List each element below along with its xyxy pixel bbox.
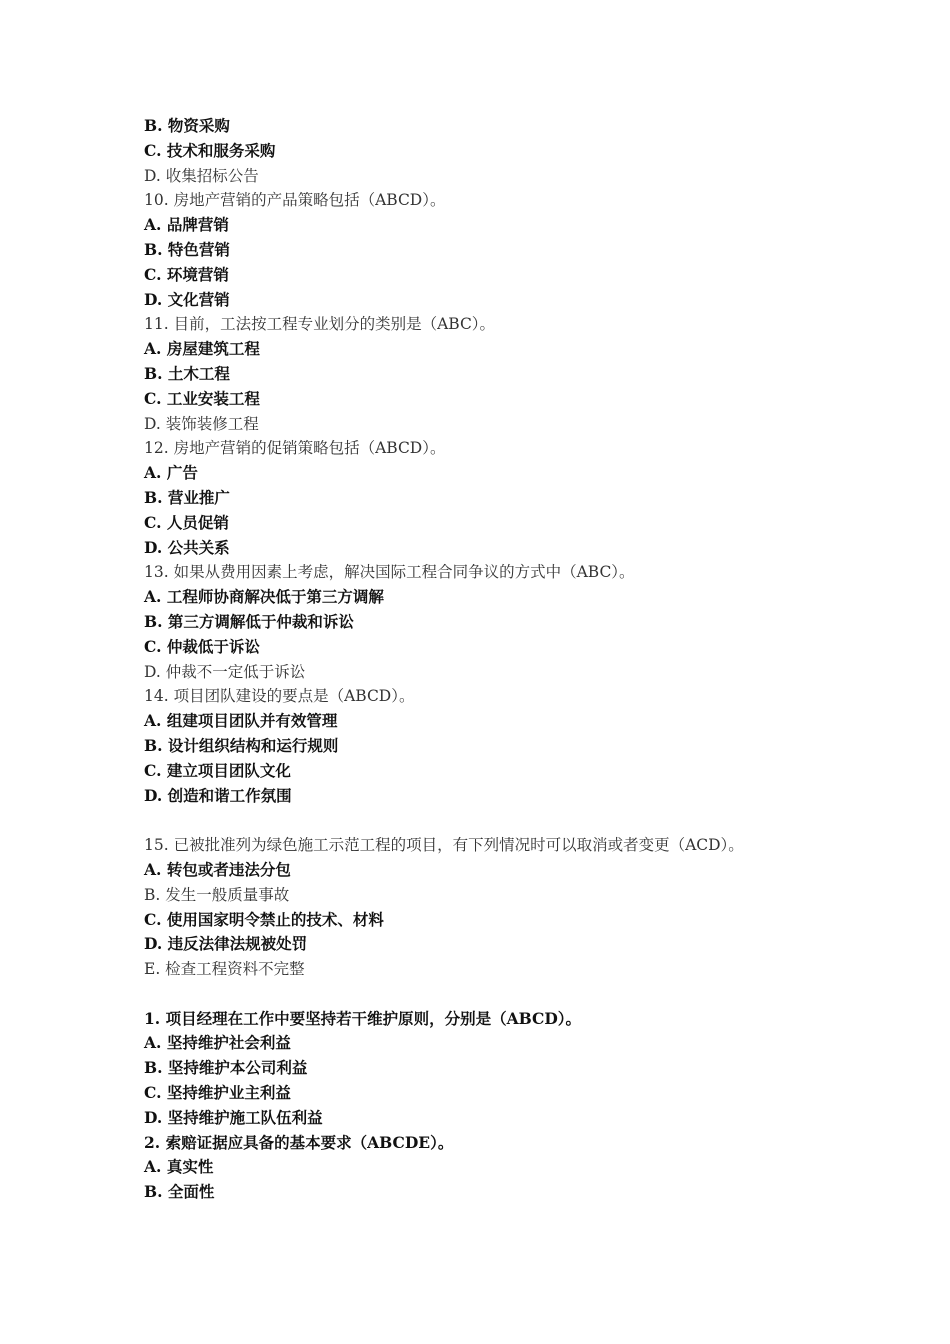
text-line: A. 转包或者违法分包 bbox=[144, 859, 291, 879]
text-line: B. 坚持维护本公司利益 bbox=[144, 1058, 308, 1078]
text-line: B. 发生一般质量事故 bbox=[144, 885, 290, 904]
text-line: C. 人员促销 bbox=[144, 512, 229, 532]
text-line: D. 坚持维护施工队伍利益 bbox=[144, 1107, 323, 1127]
text-line: D. 收集招标公告 bbox=[144, 166, 259, 185]
text-line: 14. 项目团队建设的要点是（ABCD）。 bbox=[144, 687, 415, 706]
text-line: A. 品牌营销 bbox=[144, 215, 229, 235]
text-line: B. 全面性 bbox=[144, 1182, 215, 1202]
text-line: 10. 房地产营销的产品策略包括（ABCD）。 bbox=[144, 191, 446, 210]
text-line: A. 广告 bbox=[144, 463, 198, 483]
text-line: 11. 目前，工法按工程专业划分的类别是（ABC）。 bbox=[144, 315, 496, 334]
text-line: B. 物资采购 bbox=[144, 116, 230, 135]
text-line: D. 公共关系 bbox=[144, 537, 230, 557]
text-line: B. 土木工程 bbox=[144, 363, 230, 383]
text-line: C. 环境营销 bbox=[144, 264, 229, 284]
text-line: 15. 已被批准列为绿色施工示范工程的项目，有下列情况时可以取消或者变更（ACD）。 bbox=[144, 836, 744, 855]
blank-line bbox=[144, 982, 904, 1007]
text-line: A. 真实性 bbox=[144, 1157, 214, 1177]
text-line: C. 使用国家明令禁止的技术、材料 bbox=[144, 909, 384, 929]
text-line: 13. 如果从费用因素上考虑，解决国际工程合同争议的方式中（ABC）。 bbox=[144, 563, 635, 582]
text-line: B. 营业推广 bbox=[144, 487, 230, 507]
text-line: C. 坚持维护业主利益 bbox=[144, 1083, 291, 1103]
text-line: D. 违反法律法规被处罚 bbox=[144, 934, 308, 954]
text-line: 2. 索赔证据应具备的基本要求（ABCDE）。 bbox=[144, 1132, 454, 1152]
text-line: E. 检查工程资料不完整 bbox=[144, 960, 305, 979]
text-line: 1. 项目经理在工作中要坚持若干维护原则，分别是（ABCD）。 bbox=[144, 1008, 582, 1028]
text-line: C. 工业安装工程 bbox=[144, 388, 260, 408]
text-line: B. 第三方调解低于仲裁和诉讼 bbox=[144, 611, 354, 631]
text-line: B. 特色营销 bbox=[144, 239, 230, 259]
text-line: A. 组建项目团队并有效管理 bbox=[144, 711, 338, 731]
text-line: A. 房屋建筑工程 bbox=[144, 339, 260, 359]
text-line: C. 技术和服务采购 bbox=[144, 140, 276, 160]
text-line: D. 文化营销 bbox=[144, 289, 230, 309]
document-body bbox=[144, 114, 904, 1205]
text-line: C. 仲裁低于诉讼 bbox=[144, 636, 260, 656]
text-line: A. 工程师协商解决低于第三方调解 bbox=[144, 587, 384, 607]
text-line: A. 坚持维护社会利益 bbox=[144, 1033, 291, 1053]
text-line: B. 设计组织结构和运行规则 bbox=[144, 735, 339, 755]
text-line: D. 仲裁不一定低于诉讼 bbox=[144, 662, 306, 681]
text-line: C. 建立项目团队文化 bbox=[144, 760, 291, 780]
text-line: D. 创造和谐工作氛围 bbox=[144, 785, 292, 805]
blank-line bbox=[144, 808, 904, 833]
text-line: 12. 房地产营销的促销策略包括（ABCD）。 bbox=[144, 439, 446, 458]
text-line: D. 装饰装修工程 bbox=[144, 414, 259, 433]
